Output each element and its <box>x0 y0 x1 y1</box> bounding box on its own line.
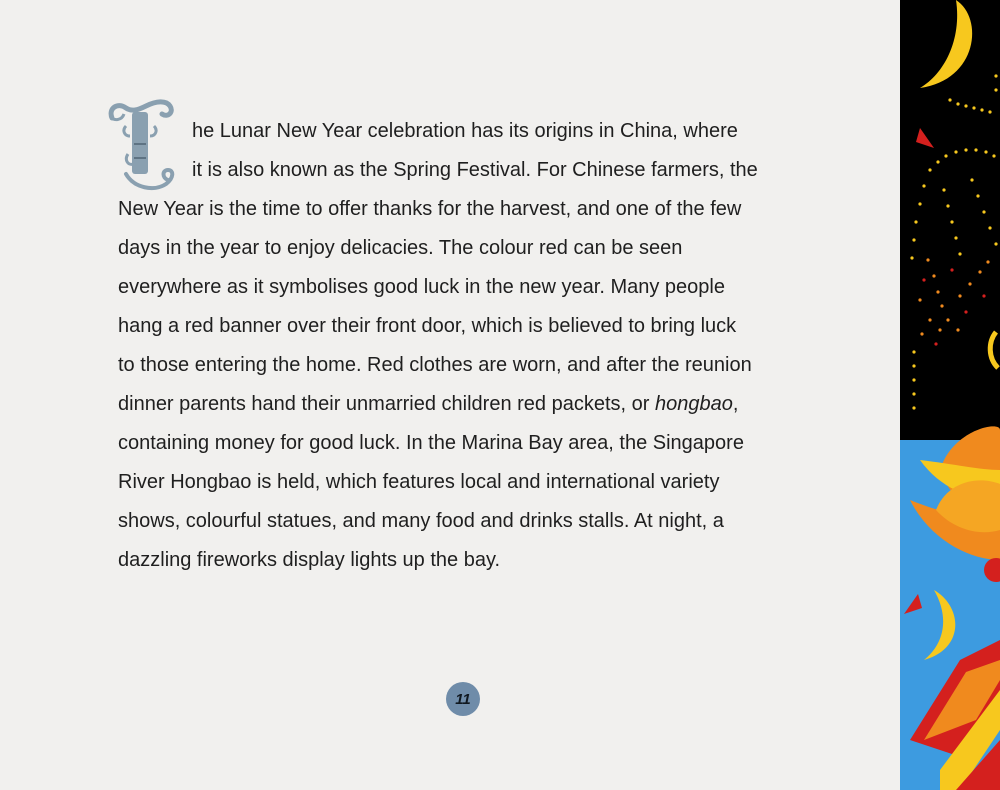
text-line: hang a red banner over their front door, which is believed to bring luck <box>118 315 737 337</box>
text-line: shows, colourful statues, and many food and drinks stalls. At night, a <box>118 510 724 532</box>
text-line: everywhere as it symbolises good luck in the new year. Many people <box>118 276 725 298</box>
text-line: containing money for good luck. In the Marina Bay area, the Singapore <box>118 432 744 454</box>
text-line <box>118 385 818 424</box>
text-line: to those entering the home. Red clothes are worn, and after the reunion <box>118 354 752 376</box>
text-line: days in the year to enjoy delicacies. The colour red can be seen <box>118 237 683 259</box>
hongbao-term: hongbao <box>654 393 733 415</box>
text-line: he Lunar New Year celebration has its origins in China, where <box>192 120 738 142</box>
text-segment: , <box>732 393 739 415</box>
text-line: it is also known as the Spring Festival. For Chinese farmers, the <box>192 159 758 181</box>
text-segment: dinner parents hand their unmarried children red packets, or <box>118 393 655 415</box>
text-line: River Hongbao is held, which features local and international variety <box>118 471 720 493</box>
text-line: dazzling fireworks display lights up the bay. <box>118 549 501 571</box>
body-paragraph <box>118 112 818 580</box>
page-number-badge: 11 <box>446 682 480 716</box>
festival-illustration <box>900 0 1000 790</box>
text-line: New Year is the time to offer thanks for the harvest, and one of the few <box>118 198 742 220</box>
